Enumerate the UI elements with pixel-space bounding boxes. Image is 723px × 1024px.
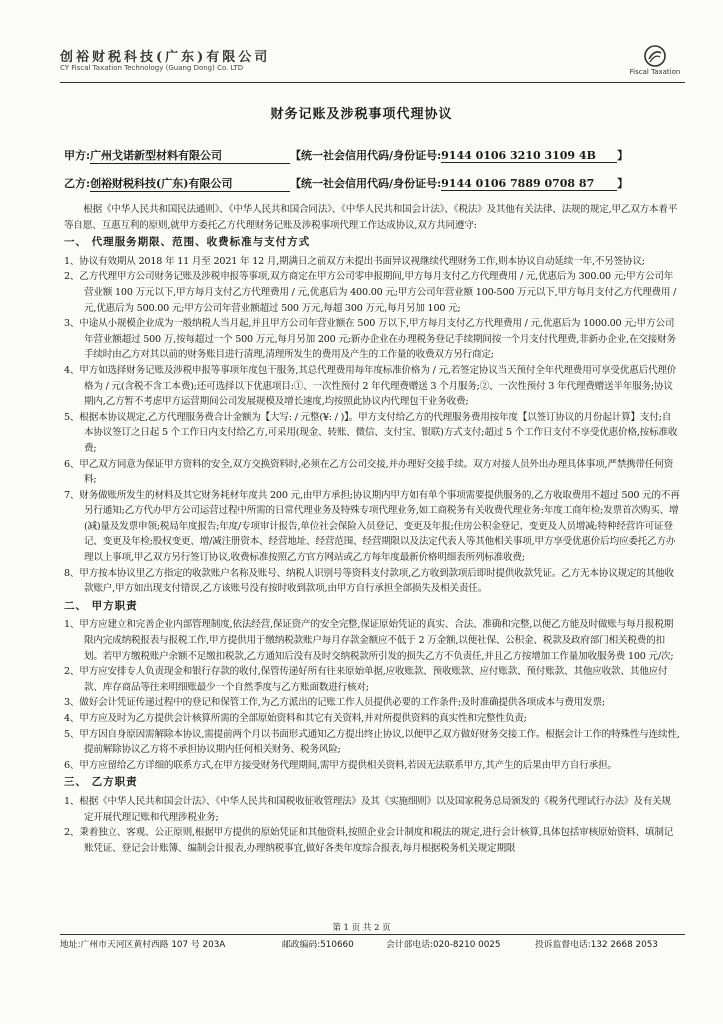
agreement-body: [64, 202, 680, 856]
party-b-name: 创裕财税科技(广东)有限公司: [90, 175, 290, 192]
page-number: 第 1 页 共 2 页: [332, 923, 391, 933]
footer-address: 地址:广州市天河区黄村西路 107 号 203A: [60, 940, 226, 950]
section-1-heading: 一、 代理服务期限、范围、收费标准与支付方式: [64, 236, 311, 249]
party-b-code: 9144 0106 7889 0708 87: [441, 177, 617, 191]
section-3-heading: 三、 乙方职责: [64, 776, 138, 789]
section-1-item: 3、中途从小规模企业成为一般纳税人当月起,并且甲方公司年营业额在 500 万以下,甲方每月支付乙方代理费用 / 元,优惠后为 1000.00 元;甲方公司年营业额超过 500 万,按每超过一个 500 万元,每月另加 200 元;新办企业在办理税务登记手续期间按一个月支付代理费,非新办企业,在交接财务手续时由乙方对其以前的财务账目进行清理,清理所发生的费用及产生的工作量的收费双方另行商定;: [64, 318, 676, 361]
company-name-zh: 创裕财税科技(广东)有限公司: [60, 50, 271, 65]
company-name-en: CY Fiscal Taxation Technology (Guang Dong) Co. LTD: [60, 64, 244, 72]
section-1-item: 2、乙方代理甲方公司财务记账及涉税申报等事项,双方商定在甲方公司零申报期间,甲方每月支付乙方代理费用 / 元,优惠后为 300.00 元;甲方公司年营业额 100 万元以下,甲方每月支付乙方代理费用 / 元,优惠后为 400.00 元;甲方公司年营业额 100-500 万元以下,甲方每月支付乙方代理费用 / 元,优惠后为 500.00 元;甲方公司年营业额超过 500 万元,每超 300 万元,每月另加 100 元;: [64, 271, 677, 314]
section-2-item: 3、做好会计凭证传递过程中的登记和保管工作,为乙方派出的记账工作人员提供必要的工作条件;及时准确提供各项成本与费用发票;: [64, 697, 605, 709]
letterhead: [60, 44, 685, 80]
party-a-close: 】: [617, 149, 629, 162]
party-a-line: [64, 147, 628, 164]
party-a-name: 广州戈诺新型材料有限公司: [90, 147, 290, 164]
section-1-item: 8、甲方按本协议里乙方指定的收款账户名称及账号、纳税人识别号等资料支付款项,乙方收到款项后即时提供收款凭证。乙方无本协议规定的其他收款账户,甲方如出现支付错误,乙方该账号没有按时收到款项,由甲方自行承担全部损失及相关责任。: [64, 567, 674, 595]
party-a-label: 甲方:: [64, 149, 91, 162]
section-2-item: 2、甲方应安排专人负责现金和银行存款的收付,保管传递好所有往来原始单据,应收账款、预收账款、应付账款、预付账款、其他应收款、其他应付款、库存商品等往来明细账最少一个自然季度与乙方账面数进行核对;: [64, 666, 668, 693]
section-2-heading: 二、 甲方职责: [64, 599, 138, 612]
section-1-item: 1、协议有效期从 2018 年 11 月至 2021 年 12 月,期满日之前双方未提出书面异议视继续代理财务工作,则本协议自动延续一年,不另签协议;: [64, 255, 645, 267]
party-a-code: 9144 0106 3210 3109 4B: [441, 149, 617, 163]
section-3-item: 2、秉着独立、客观、公正原则,根据甲方提供的原始凭证和其他资料,按照企业会计制度和税法的规定,进行会计核算,具体包括审核原始资料、填制记账凭证、登记会计账簿、编制会计报表,办理纳税事宜,做好各类年度综合报表,每月根据税务机关规定期限: [64, 827, 674, 854]
footer-phone: 会计部电话:020-8210 0025: [386, 940, 501, 950]
party-a-code-label: 【统一社会信用代码/身份证号:: [290, 149, 442, 162]
party-b-label: 乙方:: [64, 177, 91, 190]
section-2-item: 4、甲方应及时为乙方提供会计核算所需的全部原始资料和其它有关资料,并对所提供资料的真实性和完整性负责;: [64, 713, 527, 724]
section-1-item: 4、甲方如选择财务记账及涉税申报等事项年度包干服务,其总代理费用每年度标准价格为 / 元,若签定协议当天预付全年代理费用可享受优惠后代理价格为 / 元(含税不含工本费);还可选择以下优惠项目:①、一次性预付 2 年代理费赠送 3 个月服务;②、一次性预付 3 年代理费赠送半年服务;协议期内,乙方暂不考虑甲方运营期间公司发展规模及增长速度,均按照此协议内代理包干业务收费;: [64, 364, 677, 408]
party-b-line: [64, 175, 628, 192]
footer-divider: [60, 934, 685, 935]
section-1-item: 6、甲乙双方同意为保证甲方资料的安全,双方交换资料时,必须在乙方公司交接,并办理好交接手续。双方对接人员外出办理具体事项,严禁携带任何资料;: [64, 458, 674, 486]
document-title: 财务记账及涉税事项代理协议: [270, 107, 453, 122]
logo-text: Fiscal Taxation: [629, 68, 681, 76]
fiscal-logo-icon: [643, 44, 667, 68]
section-2-item: 6、甲方应留给乙方详细的联系方式,在甲方接受财务代理期间,需甲方提供相关资料,若因无法联系甲方,其产生的后果由甲方自行承担。: [64, 759, 617, 771]
header-divider: [60, 82, 685, 83]
section-1-item: 7、财务做账所发生的材料及其它财务耗材年度共 200 元,由甲方承担;协议期内甲方如有单个事项需要提供服务的,乙方收取费用不超过 500 元的不再另行通知;乙方代办甲方公司运营过程中所需的日常代理业务及特殊专项代理业务,如工商税务有关收费代理业务:年度工商年检;发票首次购买、增(减)量及发票申领;税局年度报告;年度/专项审计报告,单位社会保险入员登记、变更及年报;住房公积金登记、变更及人员增减;特种经营许可证登记、变更及年检;股权变更、增/减注册资本、经营地址、经营范围、经营期限以及法定代表人等其他相关事项,甲方享受优惠价后均应委托乙方办理以上事项,甲乙双方另行签订协议,收费标准按照乙方官方网站或乙方每年度最新价格明细表所列标准收费;: [64, 489, 680, 564]
section-2-item: 5、甲方因自身原因需解除本协议,需提前两个月以书面形式通知乙方提出终止协议,以便甲乙双方做好财务交接工作。根据会计工作的特殊性与连续性,提前解除协议乙方将不承担协议期内任何相关财务、税务风险;: [64, 728, 680, 756]
company-logo: [625, 44, 685, 80]
section-1-item: 5、根据本协议规定,乙方代理服务费合计金额为【大写: / 元整(¥: / )】。甲方支付给乙方的代理服务费用按年度【以签订协议的月份起计算】支付;自本协议签订之日起 5 个工作日内支付给乙方,可采用(现金、转账、微信、支付宝、银联)方式支付;超过 5 个工作日支付不享受优惠价格,按标准收费;: [64, 411, 678, 454]
party-b-close: 】: [617, 177, 629, 190]
footer-complaint-phone: 投诉监督电话:132 2668 2053: [535, 940, 658, 950]
section-3-item: 1、根据《中华人民共和国会计法》、《中华人民共和国税收征收管理法》及其《实施细则》以及国家税务总局颁发的《税务代理试行办法》及有关规定开展代理记账和代理涉税业务;: [64, 795, 671, 823]
section-2-item: 1、甲方应建立和完善企业内部管理制度,依法经营,保证资产的安全完整,保证原始凭证的真实、合法、准确和完整,以便乙方能及时做账与每月报税期限内完成纳税报表与报税工作,甲方提供用于缴纳税款账户每月存款金额应不低于 2 万金额,以便社保、公积金、税款及政府部门相关税费的扣划。若甲方缴税账户余额不足缴扣税款,乙方通知后没有及时交纳税款所引发的损失乙方不负责任,并且乙方按增加工作量加收服务费 100 元/次;: [64, 619, 674, 662]
footer-postcode: 邮政编码:510660: [282, 940, 354, 950]
party-b-code-label: 【统一社会信用代码/身份证号:: [290, 177, 442, 190]
intro-paragraph: 根据《中华人民共和国民法通则》、《中华人民共和国合同法》、《中华人民共和国会计法》、《税法》及其他有关法律、法规的规定,甲乙双方本着平等自愿、互惠互利的原则,就甲方委托乙方代理财务记账及涉税事项代理工作达成协议,双方共同遵守:: [64, 204, 678, 231]
